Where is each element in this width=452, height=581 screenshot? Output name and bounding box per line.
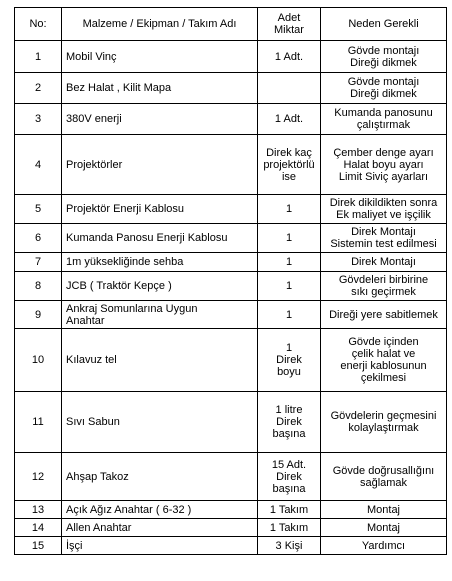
item-name: Projektörler [62,135,258,195]
table-row [15,537,447,555]
item-reason: Montaj [321,501,447,519]
table-row [15,104,447,135]
table-row [15,135,447,195]
row-number: 14 [15,519,62,537]
item-reason: Montaj [321,519,447,537]
row-number: 4 [15,135,62,195]
row-number: 13 [15,501,62,519]
item-quantity: 1 [258,272,321,301]
item-reason: Gövdelerin geçmesini kolaylaştırmak [321,392,447,453]
item-reason: Direği yere sabitlemek [321,301,447,329]
item-reason: Kumanda panosunu çalıştırmak [321,104,447,135]
item-quantity: 1 [258,301,321,329]
header-quantity: Adet Miktar [258,8,321,41]
header-name: Malzeme / Ekipman / Takım Adı [62,8,258,41]
table-row [15,41,447,73]
header-reason: Neden Gerekli [321,8,447,41]
item-quantity: 1 Adt. [258,41,321,73]
item-quantity [258,73,321,104]
item-quantity: Direk kaç projektörlü ise [258,135,321,195]
item-name: Mobil Vinç [62,41,258,73]
table-row [15,272,447,301]
item-name: Sıvı Sabun [62,392,258,453]
table-row [15,224,447,253]
item-quantity: 1 Takım [258,519,321,537]
row-number: 11 [15,392,62,453]
item-quantity: 1 Adt. [258,104,321,135]
equipment-table [14,7,447,555]
row-number: 15 [15,537,62,555]
item-name: JCB ( Traktör Kepçe ) [62,272,258,301]
item-quantity: 1 Takım [258,501,321,519]
row-number: 7 [15,253,62,272]
item-quantity: 15 Adt. Direk başına [258,453,321,501]
item-name: Açık Ağız Anahtar ( 6-32 ) [62,501,258,519]
item-quantity: 1 [258,253,321,272]
table-header-row [15,8,447,41]
item-reason: Direk Montajı Sistemin test edilmesi [321,224,447,253]
item-reason: Yardımcı [321,537,447,555]
header-no: No: [15,8,62,41]
item-name: Ankraj Somunlarına Uygun Anahtar [62,301,258,329]
table-row [15,253,447,272]
item-name: Kılavuz tel [62,329,258,392]
item-name: İşçi [62,537,258,555]
item-reason: Çember denge ayarı Halat boyu ayarı Limit Siviç ayarları [321,135,447,195]
item-quantity: 3 Kişi [258,537,321,555]
row-number: 5 [15,195,62,224]
row-number: 1 [15,41,62,73]
row-number: 10 [15,329,62,392]
item-name: 380V enerji [62,104,258,135]
row-number: 12 [15,453,62,501]
item-quantity: 1 Direk boyu [258,329,321,392]
item-name: Ahşap Takoz [62,453,258,501]
item-quantity: 1 [258,195,321,224]
table-row [15,195,447,224]
item-reason: Direk dikildikten sonra Ek maliyet ve işçilik [321,195,447,224]
table-row [15,392,447,453]
row-number: 6 [15,224,62,253]
item-reason: Direk Montajı [321,253,447,272]
item-quantity: 1 litre Direk başına [258,392,321,453]
equipment-table-container [14,7,446,555]
item-reason: Gövde montajı Direği dikmek [321,41,447,73]
row-number: 2 [15,73,62,104]
table-row [15,453,447,501]
item-reason: Gövde montajı Direği dikmek [321,73,447,104]
item-name: Projektör Enerji Kablosu [62,195,258,224]
item-name: Allen Anahtar [62,519,258,537]
row-number: 8 [15,272,62,301]
item-quantity: 1 [258,224,321,253]
table-row [15,73,447,104]
item-reason: Gövde içinden çelik halat ve enerji kablosunun çekilmesi [321,329,447,392]
item-name: 1m yüksekliğinde sehba [62,253,258,272]
table-row [15,301,447,329]
item-name: Kumanda Panosu Enerji Kablosu [62,224,258,253]
item-name: Bez Halat , Kilit Mapa [62,73,258,104]
item-reason: Gövdeleri birbirine sıkı geçirmek [321,272,447,301]
row-number: 9 [15,301,62,329]
table-row [15,519,447,537]
item-reason: Gövde doğrusallığını sağlamak [321,453,447,501]
row-number: 3 [15,104,62,135]
table-row [15,329,447,392]
table-row [15,501,447,519]
